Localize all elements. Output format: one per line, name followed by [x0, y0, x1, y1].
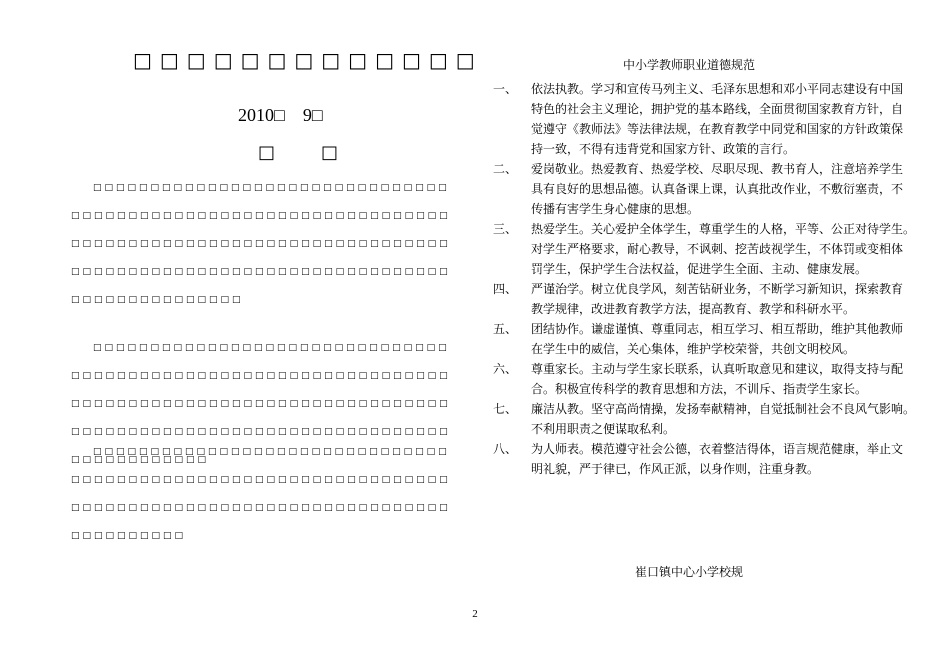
rule-text	[531, 159, 928, 219]
rule-line: 教学规律，改进教育教学方法，提高教育、教学和科研水平。	[531, 302, 856, 316]
rule-line: 在学生中的威信，关心集体，维护学校荣誉，共创文明校风。	[531, 342, 856, 356]
rule-line: 爱岗敬业。热爱教育、热爱学校、尽职尽现、教书育人，注意培养学生	[531, 162, 904, 176]
rule-item	[493, 439, 928, 479]
rule-text	[531, 439, 928, 479]
rule-item	[493, 219, 928, 279]
left-paragraph-1	[71, 174, 451, 314]
paragraph-line: □□□□□□□□□□□□□□□□□□□□□□□□□□□□□□□□□	[71, 211, 451, 221]
paragraph-line: □□□□□□□□□□□□□□□□□□□□□□□□□□□□□□□□□	[71, 371, 451, 381]
rule-text	[531, 399, 928, 439]
rule-item	[493, 79, 928, 159]
page-number: 2	[472, 608, 478, 620]
rule-line: 对学生严格要求，耐心教导，不讽刺、挖苦歧视学生，不体罚或变相体	[531, 242, 904, 256]
paragraph-line: □□□□□□□□□□	[71, 531, 187, 541]
rule-number: 四、	[493, 282, 518, 296]
paragraph-line: □□□□□□□□□□□□□□□	[71, 295, 244, 305]
rule-line: 明礼貌，严于律已，作风正派，以身作则，注重身教。	[531, 462, 820, 476]
left-page-title: □□□□□□□□□□□□□	[133, 48, 483, 72]
paragraph-line: □□□□□□□□□□□□□□□□□□□□□□□□□□□□□□□	[93, 447, 450, 457]
rule-number: 七、	[493, 402, 518, 416]
rule-line: 觉遵守《教师法》等法律法规，在教育教学中同党和国家的方针政策保	[531, 122, 904, 136]
paragraph-line: □□□□□□□□□□□□□□□□□□□□□□□□□□□□□□□□□	[71, 239, 451, 249]
rule-number: 六、	[493, 362, 518, 376]
rule-item	[493, 359, 928, 399]
rule-item	[493, 159, 928, 219]
rule-line: 持一致，不得有违背党和国家方针、政策的言行。	[531, 142, 796, 156]
rule-text	[531, 79, 928, 159]
paragraph-line: □□□□□□□□□□□□□□□□□□□□□□□□□□□□□□□□□	[71, 475, 451, 485]
rule-line: 严谨治学。树立优良学风，刻苦钻研业务，不断学习新知识，探索教育	[531, 282, 904, 296]
code-of-conduct-title: 中小学教师职业道德规范	[623, 58, 756, 72]
rule-number: 八、	[493, 442, 518, 456]
rule-line: 依法执教。学习和宣传马列主义、毛泽东思想和邓小平同志建设有中国	[531, 82, 904, 96]
rule-number: 二、	[493, 162, 518, 176]
rule-item	[493, 399, 928, 439]
rule-text	[531, 359, 928, 399]
rules-list	[493, 79, 928, 479]
rule-line: 尊重家长。主动与学生家长联系，认真听取意见和建议，取得支持与配	[531, 362, 904, 376]
paragraph-line: □□□□□□□□□□□□□□□□□□□□□□□□□□□□□□□□□	[71, 399, 451, 409]
rule-text	[531, 279, 928, 319]
rule-item	[493, 279, 928, 319]
rule-number: 三、	[493, 222, 518, 236]
rule-number: 一、	[493, 82, 518, 96]
paragraph-line: □□□□□□□□□□□□□□□□□□□□□□□□□□□□□□□□□	[71, 267, 451, 277]
left-page-author: □ □	[258, 142, 353, 163]
rule-number: 五、	[493, 322, 518, 336]
rule-line: 特色的社会主义理论，拥护党的基本路线，全面贯彻国家教育方针，自	[531, 102, 904, 116]
rule-line: 廉洁从教。坚守高尚情操，发扬奉献精神，自觉抵制社会不良风气影响。	[531, 402, 916, 416]
paragraph-line: □□□□□□□□□□□□□□□□□□□□□□□□□□□□□□□□□	[71, 427, 451, 437]
paragraph-line: □□□□□□□□□□□□	[71, 455, 210, 465]
rule-text	[531, 219, 928, 279]
rule-line: 团结协作。谦虚谨慎、尊重同志，相互学习、相互帮助，维护其他教师	[531, 322, 904, 336]
rule-line: 罚学生，保护学生合法权益，促进学生全面、主动、健康发展。	[531, 262, 868, 276]
left-page-date: 2010□ 9□	[238, 105, 323, 125]
rule-line: 不利用职责之便谋取私利。	[531, 422, 676, 436]
school-signature: 崔口镇中心小学校规	[635, 565, 744, 579]
rule-line: 合。积极宣传科学的教育思想和方法，不训斥、指责学生家长。	[531, 382, 868, 396]
rule-line: 传播有害学生身心健康的思想。	[531, 202, 700, 216]
rule-item	[493, 319, 928, 359]
paragraph-line: □□□□□□□□□□□□□□□□□□□□□□□□□□□□□□□	[93, 343, 450, 353]
rule-line: 具有良好的思想品德。认真备课上课，认真批改作业，不敷衍塞责，不	[531, 182, 904, 196]
left-paragraph-3	[71, 438, 451, 550]
paragraph-line: □□□□□□□□□□□□□□□□□□□□□□□□□□□□□□□□□	[71, 503, 451, 513]
rule-line: 热爱学生。关心爱护全体学生，尊重学生的人格，平等、公正对待学生。	[531, 222, 916, 236]
right-page	[475, 0, 950, 672]
rule-text	[531, 319, 928, 359]
rule-line: 为人师表。模范遵守社会公德，衣着整洁得体，语言规范健康，举止文	[531, 442, 904, 456]
paragraph-line: □□□□□□□□□□□□□□□□□□□□□□□□□□□□□□□	[93, 183, 450, 193]
